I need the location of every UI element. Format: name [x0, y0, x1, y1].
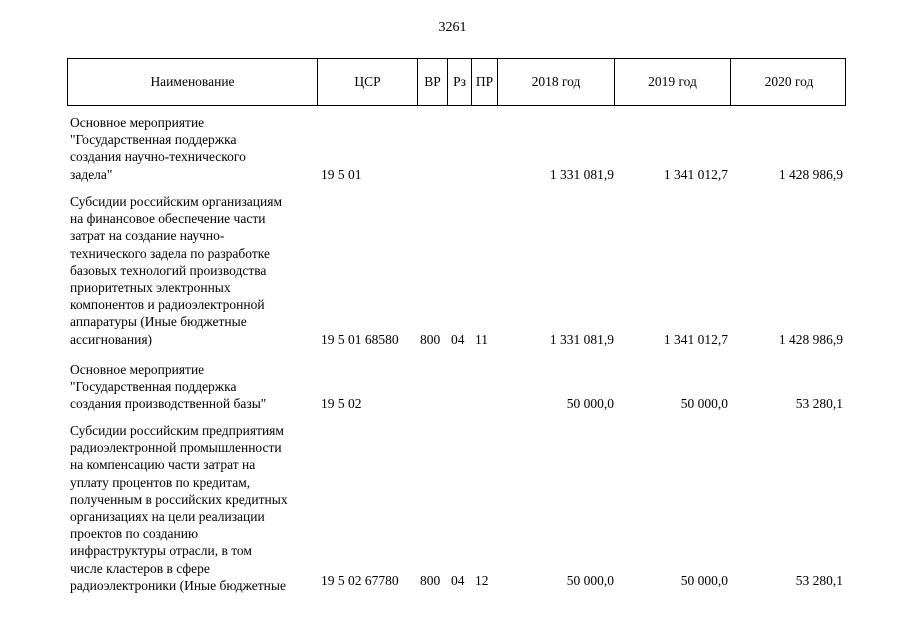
name-line: Субсидии российским организациям [70, 194, 282, 209]
name-line: аппаратуры (Иные бюджетные [70, 314, 247, 330]
row-2018: 50 000,0 [566, 396, 614, 411]
table-row [67, 193, 846, 353]
table-header [67, 58, 846, 106]
row-vr: 800 [420, 332, 441, 347]
table-row [67, 361, 846, 413]
name-line: на компенсацию части затрат на [70, 457, 256, 473]
name-line: базовых технологий производства [70, 262, 267, 278]
row-pr: 12 [475, 573, 489, 588]
header-pr: ПР [472, 59, 498, 105]
row-name [70, 193, 317, 348]
row-rz: 04 [451, 332, 465, 347]
header-vr: ВР [418, 59, 448, 105]
header-2019: 2019 год [615, 59, 731, 105]
row-2020: 53 280,1 [795, 573, 843, 588]
row-rz: 04 [451, 573, 465, 588]
row-2018: 50 000,0 [566, 573, 614, 588]
row-vr: 800 [420, 573, 441, 588]
row-2020: 53 280,1 [795, 396, 843, 411]
name-line: ассигнования) [70, 331, 153, 347]
name-line: технического задела по разработке [70, 245, 270, 261]
header-rz: Рз [448, 59, 472, 105]
header-2020: 2020 год [764, 74, 814, 89]
row-name [70, 422, 317, 594]
name-line: создания производственной базы" [70, 396, 267, 412]
name-line: радиоэлектронной промышленности [70, 440, 282, 456]
name-line: задела" [70, 166, 113, 182]
page-number: 3261 [438, 20, 467, 35]
header-csr: ЦСР [318, 59, 418, 105]
header-name: Наименование [68, 59, 318, 105]
name-line: проектов по созданию [70, 526, 199, 542]
row-csr: 19 5 01 68580 [321, 332, 399, 347]
name-line: Субсидии российским предприятиям [70, 423, 284, 438]
name-line: приоритетных электронных [70, 280, 231, 296]
name-line: "Государственная поддержка [70, 379, 237, 395]
name-line: инфраструктуры отрасли, в том [70, 543, 252, 559]
row-2020: 1 428 986,9 [778, 332, 843, 347]
row-pr: 11 [475, 332, 488, 347]
row-2020: 1 428 986,9 [778, 167, 843, 182]
name-line: на финансовое обеспечение части [70, 211, 266, 227]
table-row [67, 114, 846, 184]
name-line: создания научно-технического [70, 149, 246, 165]
name-line: Основное мероприятие [70, 115, 205, 130]
row-name [70, 114, 317, 183]
name-line: организациях на цели реализации [70, 509, 265, 525]
row-2019: 1 341 012,7 [663, 332, 728, 347]
row-2019: 50 000,0 [680, 396, 728, 411]
table-row [67, 422, 846, 597]
row-2018: 1 331 081,9 [549, 332, 614, 347]
row-csr: 19 5 02 [321, 396, 362, 411]
name-line: компонентов и радиоэлектронной [70, 297, 265, 313]
name-line: полученным в российских кредитных [70, 491, 288, 507]
row-2019: 1 341 012,7 [663, 167, 728, 182]
row-csr: 19 5 02 67780 [321, 573, 399, 588]
row-name [70, 361, 317, 413]
name-line: уплату процентов по кредитам, [70, 474, 251, 490]
name-line: радиоэлектроники (Иные бюджетные [70, 577, 286, 593]
name-line: затрат на создание научно- [70, 228, 225, 244]
row-2019: 50 000,0 [680, 573, 728, 588]
row-csr: 19 5 01 [321, 167, 362, 182]
header-2018: 2018 год [498, 59, 615, 105]
name-line: "Государственная поддержка [70, 132, 237, 148]
row-2018: 1 331 081,9 [549, 167, 614, 182]
name-line: Основное мероприятие [70, 362, 205, 377]
name-line: числе кластеров в сфере [70, 560, 210, 576]
